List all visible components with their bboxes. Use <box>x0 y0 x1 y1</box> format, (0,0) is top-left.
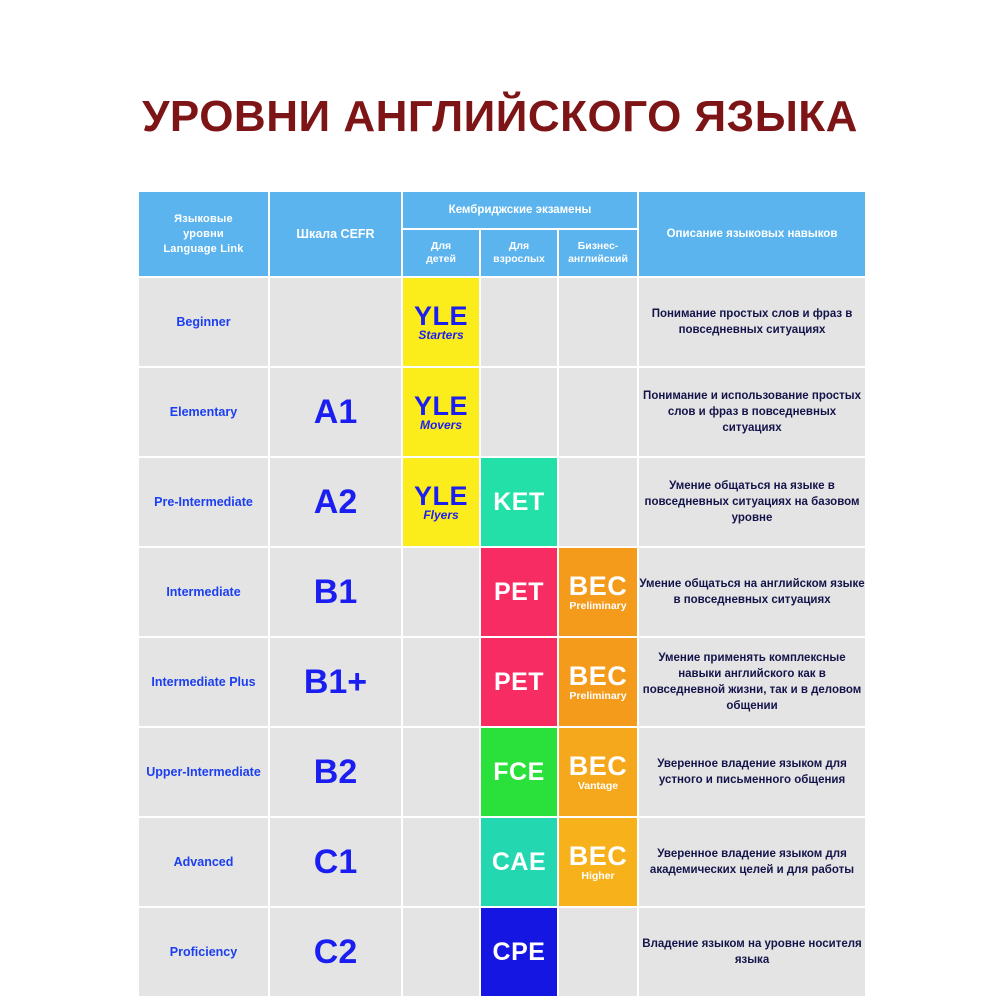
exam-name: PET <box>493 667 545 696</box>
exam-cell-business <box>558 547 638 637</box>
exam-badge <box>481 579 557 605</box>
exam-cell-adults <box>480 817 558 907</box>
exam-cell-business <box>558 277 638 367</box>
header-cefr: Шкала CEFR <box>269 191 402 277</box>
level-name-cell: Advanced <box>138 817 269 907</box>
exam-badge <box>481 489 557 515</box>
table-body <box>138 277 866 997</box>
header-for-kids-line2: детей <box>426 253 456 265</box>
cefr-cell: A1 <box>269 367 402 457</box>
exam-name: BEC <box>568 570 628 601</box>
skills-description-cell: Умение общаться на языке в повседневных ситуациях на базовом уровне <box>638 457 866 547</box>
exam-subname: Preliminary <box>569 600 627 613</box>
exam-cell-kids <box>402 907 480 997</box>
header-cambridge-exams: Кембриджские экзамены <box>402 191 638 229</box>
cefr-cell: B2 <box>269 727 402 817</box>
exam-cell-business <box>558 727 638 817</box>
cefr-cell: A2 <box>269 457 402 547</box>
skills-description-cell: Понимание и использование простых слов и фраз в повседневных ситуациях <box>638 367 866 457</box>
exam-cell-adults <box>480 367 558 457</box>
cefr-cell: B1 <box>269 547 402 637</box>
cefr-cell: C2 <box>269 907 402 997</box>
table-row <box>138 637 866 727</box>
exam-badge <box>559 662 637 702</box>
header-for-adults <box>480 229 558 277</box>
table-row <box>138 457 866 547</box>
exam-badge <box>481 939 557 965</box>
exam-cell-business <box>558 817 638 907</box>
exam-name: YLE <box>413 301 468 332</box>
exam-cell-business <box>558 637 638 727</box>
exam-name: YLE <box>413 481 468 512</box>
exam-name: BEC <box>568 750 628 781</box>
exam-cell-kids <box>402 637 480 727</box>
exam-subname: Vantage <box>577 780 619 793</box>
skills-description-cell: Умение применять комплексные навыки английского как в повседневной жизни, так и в деловом общении <box>638 637 866 727</box>
exam-cell-adults <box>480 637 558 727</box>
exam-badge <box>403 482 479 522</box>
skills-description-cell: Уверенное владение языком для академических целей и для работы <box>638 817 866 907</box>
exam-badge <box>481 759 557 785</box>
header-language-link-line2: уровни <box>183 227 224 240</box>
exam-name: CAE <box>491 847 547 876</box>
skills-description-cell: Владение языком на уровне носителя языка <box>638 907 866 997</box>
header-for-adults-line2: взрослых <box>493 253 545 265</box>
exam-badge <box>559 842 637 882</box>
exam-cell-kids <box>402 367 480 457</box>
table-row <box>138 907 866 997</box>
table-row <box>138 817 866 907</box>
cefr-cell: C1 <box>269 817 402 907</box>
table-row <box>138 727 866 817</box>
exam-cell-adults <box>480 907 558 997</box>
cefr-cell: B1+ <box>269 637 402 727</box>
level-name-cell: Pre-Intermediate <box>138 457 269 547</box>
exam-cell-adults <box>480 547 558 637</box>
header-business-english-line2: английский <box>568 253 628 265</box>
exam-badge <box>559 572 637 612</box>
exam-badge <box>481 669 557 695</box>
header-for-kids-line1: Для <box>430 240 452 252</box>
exam-name: PET <box>493 577 545 606</box>
exam-name: BEC <box>568 660 628 691</box>
table-row <box>138 277 866 367</box>
table-row <box>138 547 866 637</box>
exam-name: YLE <box>413 391 468 422</box>
level-name-cell: Upper-Intermediate <box>138 727 269 817</box>
exam-subname: Flyers <box>423 508 459 523</box>
exam-name: FCE <box>493 757 545 786</box>
table-row <box>138 367 866 457</box>
level-name-cell: Intermediate <box>138 547 269 637</box>
exam-subname: Movers <box>419 418 463 433</box>
exam-name: CPE <box>492 937 546 966</box>
exam-cell-adults <box>480 727 558 817</box>
exam-badge <box>559 752 637 792</box>
exam-badge <box>403 302 479 342</box>
header-language-link-line3: Language Link <box>163 242 244 255</box>
page-title: УРОВНИ АНГЛИЙСКОГО ЯЗЫКА <box>142 92 858 141</box>
level-name-cell: Intermediate Plus <box>138 637 269 727</box>
table-header <box>138 191 866 277</box>
exam-subname: Preliminary <box>569 690 627 703</box>
cefr-cell <box>269 277 402 367</box>
level-name-cell: Beginner <box>138 277 269 367</box>
exam-badge <box>481 849 557 875</box>
levels-table-container <box>137 190 865 998</box>
exam-cell-business <box>558 907 638 997</box>
header-language-link <box>138 191 269 277</box>
exam-cell-kids <box>402 547 480 637</box>
exam-cell-business <box>558 367 638 457</box>
header-language-link-line1: Языковые <box>174 212 233 225</box>
skills-description-cell: Уверенное владение языком для устного и письменного общения <box>638 727 866 817</box>
skills-description-cell: Умение общаться на английском языке в повседневных ситуациях <box>638 547 866 637</box>
skills-description-cell: Понимание простых слов и фраз в повседневных ситуациях <box>638 277 866 367</box>
exam-subname: Higher <box>581 870 615 883</box>
exam-cell-adults <box>480 277 558 367</box>
header-for-kids <box>402 229 480 277</box>
exam-cell-kids <box>402 457 480 547</box>
exam-cell-kids <box>402 277 480 367</box>
english-levels-table <box>137 190 867 998</box>
level-name-cell: Proficiency <box>138 907 269 997</box>
header-business-english-line1: Бизнес- <box>577 240 619 252</box>
level-name-cell: Elementary <box>138 367 269 457</box>
exam-subname: Starters <box>418 328 464 343</box>
header-business-english <box>558 229 638 277</box>
header-row-top <box>138 191 866 229</box>
exam-badge <box>403 392 479 432</box>
exam-cell-adults <box>480 457 558 547</box>
exam-name: KET <box>493 487 545 516</box>
exam-cell-kids <box>402 817 480 907</box>
header-for-adults-line1: Для <box>508 240 530 252</box>
exam-name: BEC <box>568 840 628 871</box>
header-description: Описание языковых навыков <box>638 191 866 277</box>
exam-cell-business <box>558 457 638 547</box>
exam-cell-kids <box>402 727 480 817</box>
